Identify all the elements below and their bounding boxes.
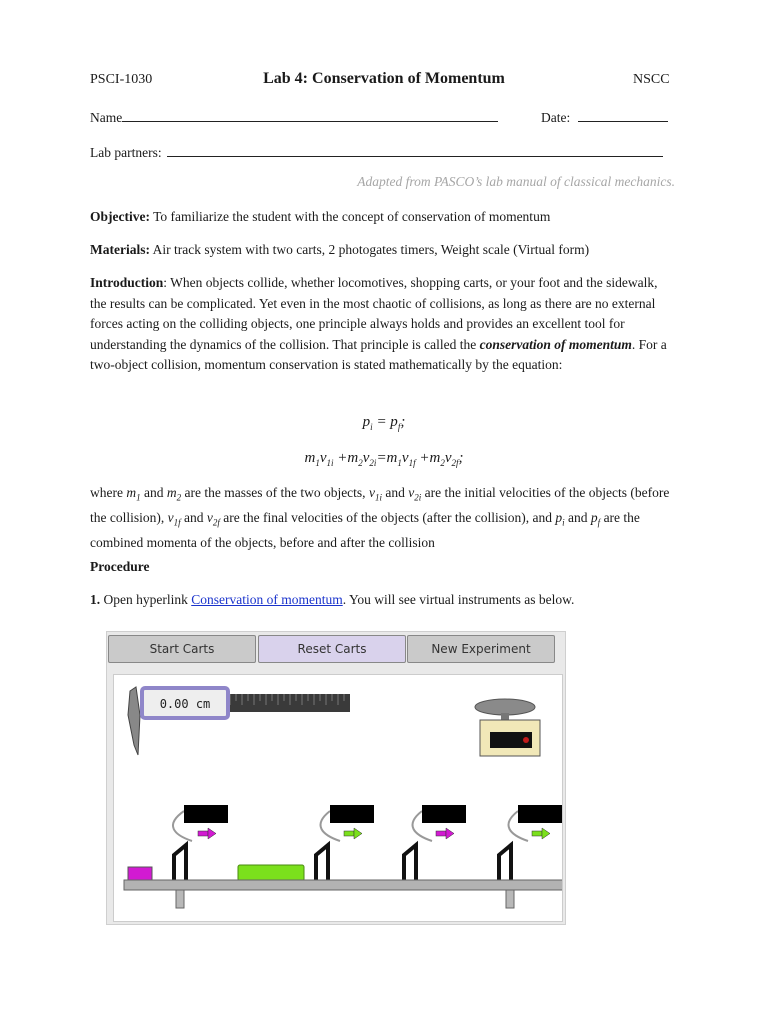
caliper-jaw (128, 687, 140, 755)
gate-arrow-3 (436, 828, 454, 839)
scale-indicator (523, 737, 529, 743)
gate-screen-2 (330, 805, 374, 823)
date-label: Date: (540, 110, 571, 125)
name-row (90, 107, 690, 126)
caliper-readout: 0.00 cm (159, 697, 211, 711)
photogate-1 (174, 845, 186, 880)
equation-expanded: $m_1v_{1i} +m_2v_{2i}=m_1v_{1f} +m_2v_{2f}$; (304, 450, 464, 468)
procedure-heading: Procedure (90, 559, 150, 574)
partners-label: Lab partners: (90, 145, 162, 160)
materials-text: Air track system with two carts, 2 photogates timers, Weight scale (Virtual form) (152, 242, 590, 257)
materials (90, 240, 675, 261)
introduction-text-end: . For a two-object collision, momentum conservation is stated mathematically by the equation: (90, 336, 667, 372)
photogate-4 (499, 845, 511, 880)
variable-definitions: where $m_1$ and $m_2$ are the masses of the two objects, $v_{1i}$ and $v_{2i}$ are the initial velocities of the objects (before the collision), $v_{1f}$ and $v_{2f}$ are the final velocities of the objects (after the collision), and $p_i$ and $p_f$ are the combined momenta of the objects, before and after the collision (90, 485, 670, 551)
course-code: PSCI-1030 (90, 72, 153, 87)
start-carts-button[interactable]: Start Carts (108, 635, 256, 663)
page-title: Lab 4: Conservation of Momentum (263, 70, 505, 87)
attribution-note: Adapted from PASCO’s lab manual of classical mechanics. (357, 174, 675, 189)
conservation-link[interactable]: Conservation of momentum (191, 592, 343, 607)
gate-screen-4 (518, 805, 562, 823)
partners-field[interactable] (167, 142, 663, 157)
name-label: Name (90, 110, 123, 125)
objective (90, 207, 675, 228)
step-text: Open hyperlink (103, 592, 192, 607)
cart-magenta (128, 867, 152, 881)
simulation-panel (106, 631, 566, 925)
step-text-end: . You will see virtual instruments as below. (342, 592, 575, 607)
procedure-step-1 (90, 592, 574, 608)
name-field[interactable] (122, 107, 498, 122)
date-field[interactable] (578, 107, 668, 122)
photogate-2 (316, 845, 328, 880)
gate-screen-1 (184, 805, 228, 823)
key-concept: conservation of momentum (479, 336, 632, 352)
reset-carts-button[interactable]: Reset Carts (258, 635, 406, 663)
equation-momentum: $p_i = p_f$; (362, 414, 406, 432)
objective-text: To familiarize the student with the concept of conservation of momentum (153, 209, 551, 224)
track-leg-right (506, 890, 514, 908)
new-experiment-button[interactable]: New Experiment (407, 635, 555, 663)
gate-screen-3 (422, 805, 466, 823)
partners-row (90, 142, 690, 161)
step-number: 1. (90, 592, 101, 607)
track-leg-left (176, 890, 184, 908)
school-name: NSCC (633, 72, 670, 87)
introduction-label: Introduction (90, 275, 164, 290)
scale-pan (475, 699, 535, 715)
air-track (124, 880, 562, 890)
cart-green (238, 865, 304, 881)
introduction (90, 273, 675, 376)
materials-label: Materials: (90, 242, 150, 257)
gate-arrow-1 (198, 828, 216, 839)
objective-label: Objective: (90, 209, 150, 224)
photogate-3 (404, 845, 416, 880)
gate-arrow-2 (344, 828, 362, 839)
introduction-text: : When objects collide, whether locomotives, shopping carts, or your foot and the sidewalk, the results can be complicated. Yet even in the most chaotic of collisions, as long as there are no external forces acting on the colliding objects, one principle always holds and provides an excellent tool for understanding the dynamics of the collision. That principle is called the (90, 275, 658, 352)
simulation-stage (113, 674, 563, 922)
gate-arrow-4 (532, 828, 550, 839)
caliper-ruler (226, 694, 350, 712)
